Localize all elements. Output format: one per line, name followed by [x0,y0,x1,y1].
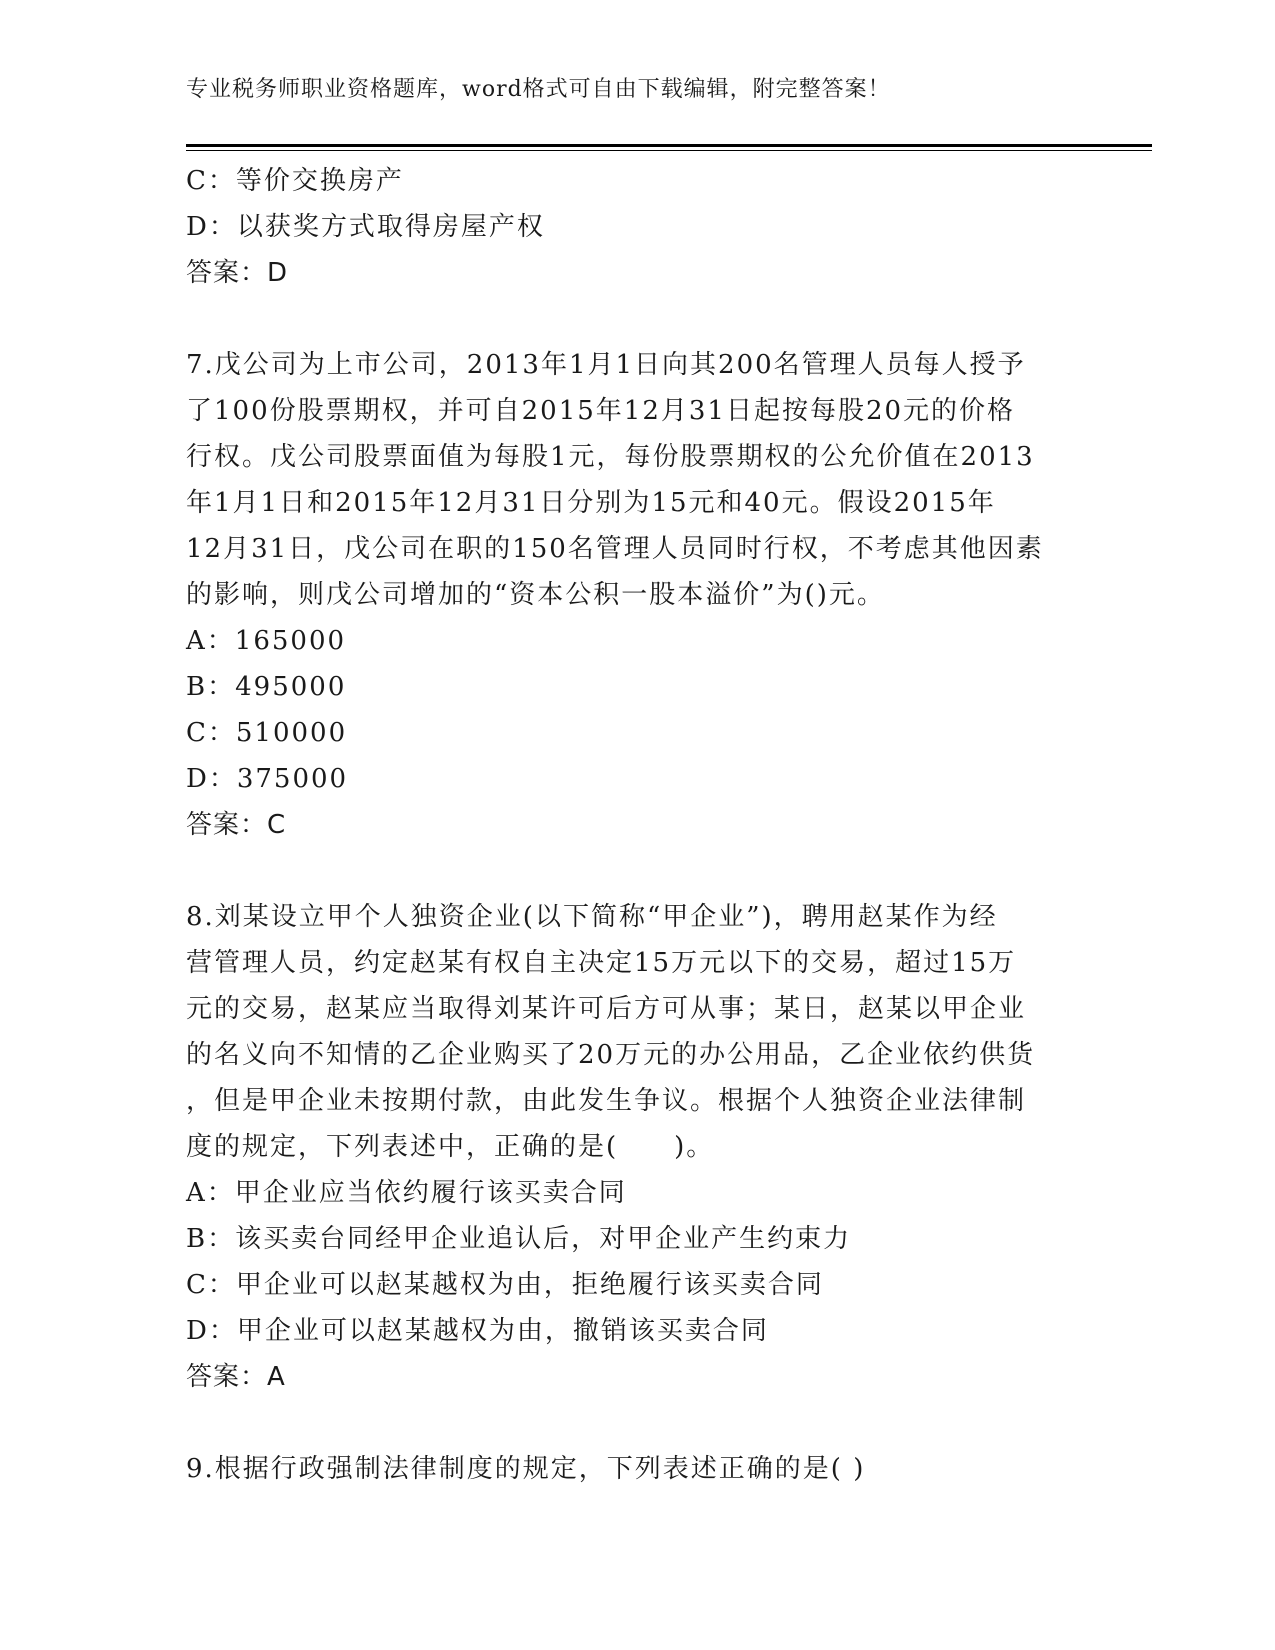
header-rule-thick [186,144,1152,147]
q6-option-d: D：以获奖方式取得房屋产权 [186,212,545,242]
q7-answer: 答案：C [186,810,287,840]
header-rule-thin [186,150,1152,151]
q8-stem-line: 8.刘某设立甲个人独资企业(以下简称“甲企业”)，聘用赵某作为经 [186,902,998,932]
q8-stem-line: 元的交易，赵某应当取得刘某许可后方可从事；某日，赵某以甲企业 [186,994,1027,1024]
spacer [186,1400,1086,1446]
q6-answer: 答案：D [186,258,289,288]
q7-option-b: B：495000 [186,672,347,702]
question-content [186,158,1086,1492]
q7-stem-line: 行权。戊公司股票面值为每股1元，每份股票期权的公允价值在2013 [186,442,1035,472]
q7-option-a: A：165000 [186,626,347,656]
page-header: 专业税务师职业资格题库，word格式可自由下载编辑，附完整答案！ [186,77,891,102]
q8-option-b: B：该买卖台同经甲企业追认后，对甲企业产生约束力 [186,1224,852,1254]
q7-stem-line: 年1月1日和2015年12月31日分别为15元和40元。假设2015年 [186,488,996,518]
q8-stem-line: 营管理人员，约定赵某有权自主决定15万元以下的交易，超过15万 [186,948,1017,978]
q7-stem-line: 12月31日，戊公司在职的150名管理人员同时行权，不考虑其他因素 [186,534,1044,564]
q7-stem-line: 的影响，则戊公司增加的“资本公积一股本溢价”为()元。 [186,580,885,610]
q8-option-d: D：甲企业可以赵某越权为由，撤销该买卖合同 [186,1316,769,1346]
q7-option-c: C：510000 [186,718,348,748]
q8-stem-line: 度的规定，下列表述中，正确的是( )。 [186,1132,715,1162]
q8-answer: 答案：A [186,1362,286,1392]
q8-stem-line: 的名义向不知情的乙企业购买了20万元的办公用品，乙企业依约供货 [186,1040,1036,1070]
q8-option-c: C：甲企业可以赵某越权为由，拒绝履行该买卖合同 [186,1270,824,1300]
q8-stem-line: ，但是甲企业未按期付款，由此发生争议。根据个人独资企业法律制 [186,1086,1027,1116]
q9-stem-line: 9.根据行政强制法律制度的规定，下列表述正确的是( ) [186,1454,866,1484]
spacer [186,296,1086,342]
q7-stem-line: 7.戊公司为上市公司，2013年1月1日向其200名管理人员每人授予 [186,350,1026,380]
q8-option-a: A：甲企业应当依约履行该买卖合同 [186,1178,627,1208]
q7-option-d: D：375000 [186,764,349,794]
q6-option-c: C：等价交换房产 [186,166,404,196]
q7-stem-line: 了100份股票期权，并可自2015年12月31日起按每股20元的价格 [186,396,1016,426]
spacer [186,848,1086,894]
